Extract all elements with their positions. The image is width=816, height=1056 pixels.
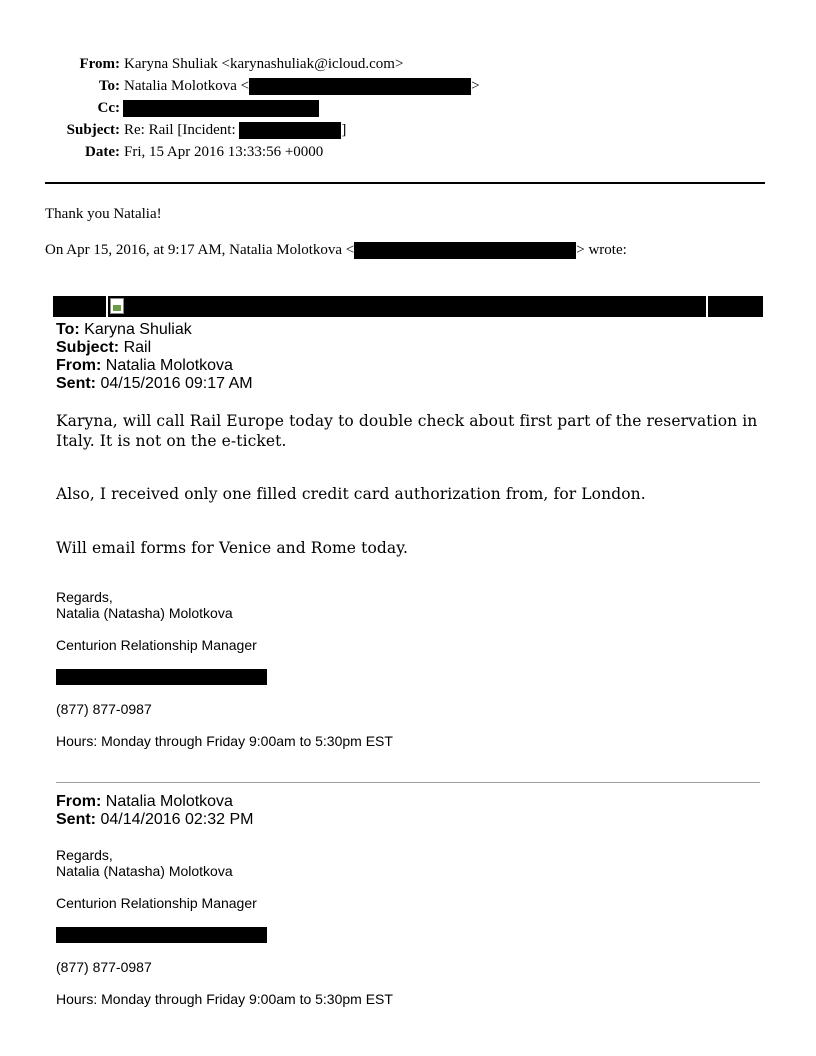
fwd1-regards: Regards, [56,589,113,605]
header-subject-row [0,119,816,141]
subject-prefix: Re: Rail [Incident: [124,122,240,138]
fwd2-sent-row [56,811,253,829]
banner-gap [106,296,108,317]
date-label: Date: [85,144,120,160]
message-divider [56,782,760,783]
fwd1-to-value: Karyna Shuliak [84,321,192,338]
fwd1-sent-value: 04/15/2016 09:17 AM [100,375,253,392]
redaction-bar [249,78,471,95]
fwd2-sent-label: Sent: [56,811,96,828]
fwd1-para1-line2: Italy. It is not on the e-ticket. [56,432,287,450]
from-value: Karyna Shuliak <karynashuliak@icloud.com> [124,56,404,72]
subject-label: Subject: [66,122,120,138]
date-value: Fri, 15 Apr 2016 13:33:56 +0000 [124,144,324,160]
from-label: From: [79,56,120,72]
subject-suffix: ] [341,122,347,138]
quote-suffix: > wrote: [576,242,627,258]
to-prefix: Natalia Molotkova < [124,78,250,94]
header-to-row [0,75,816,97]
fwd2-sent-value: 04/14/2016 02:32 PM [100,811,254,828]
to-label: To: [98,78,120,94]
fwd1-from-label: From: [56,357,102,374]
header-from-row [0,53,816,75]
reply-greeting: Thank you Natalia! [45,206,162,222]
fwd1-paragraph-1 [56,411,757,451]
forwarded-header-1 [56,321,253,393]
banner-gap [706,296,708,317]
fwd1-paragraph-2: Also, I received only one filled credit card authorization from, for London. [56,485,646,503]
fwd1-subject-value: Rail [123,339,152,356]
fwd1-subject-row [56,339,253,357]
fwd2-from-value: Natalia Molotkova [105,793,233,810]
fwd2-sig-name: Natalia (Natasha) Molotkova [56,863,233,879]
header-date-row [0,141,816,163]
cc-label: Cc: [97,100,120,116]
header-cc-row [0,97,816,119]
fwd1-from-value: Natalia Molotkova [105,357,233,374]
broken-image-icon [110,298,124,314]
quote-prefix: On Apr 15, 2016, at 9:17 AM, Natalia Molotkova < [45,242,355,258]
fwd2-from-row [56,793,253,811]
to-suffix: > [471,78,480,94]
cc-value-wrap [124,97,319,119]
redacted-banner [53,296,763,317]
subject-value-wrap [124,119,346,141]
fwd1-signature [56,589,233,621]
fwd1-sig-name: Natalia (Natasha) Molotkova [56,605,233,621]
fwd1-sent-row [56,375,253,393]
fwd2-signature [56,847,233,879]
redaction-bar [56,669,267,685]
fwd1-paragraph-3: Will email forms for Venice and Rome today. [56,539,409,557]
redaction-bar [123,100,319,117]
fwd1-sent-label: Sent: [56,375,96,392]
fwd2-regards: Regards, [56,847,113,863]
email-header [0,53,816,163]
header-divider [45,182,765,184]
fwd2-hours: Hours: Monday through Friday 9:00am to 5:30pm EST [56,991,393,1007]
redaction-bar [354,242,576,259]
fwd1-para1-line1: Karyna, will call Rail Europe today to double check about first part of the reservation in [56,412,758,430]
redaction-bar [56,927,267,943]
to-value-wrap [124,75,480,97]
forwarded-header-2 [56,793,253,829]
fwd1-sig-title: Centurion Relationship Manager [56,637,257,653]
fwd2-sig-title: Centurion Relationship Manager [56,895,257,911]
fwd2-phone: (877) 877-0987 [56,959,152,975]
fwd1-hours: Hours: Monday through Friday 9:00am to 5:30pm EST [56,733,393,749]
fwd1-from-row [56,357,253,375]
fwd1-subject-label: Subject: [56,339,120,356]
fwd2-from-label: From: [56,793,102,810]
fwd1-to-row [56,321,253,339]
fwd1-to-label: To: [56,321,80,338]
fwd1-phone: (877) 877-0987 [56,701,152,717]
quote-attribution [45,242,627,259]
redaction-bar [239,122,341,139]
